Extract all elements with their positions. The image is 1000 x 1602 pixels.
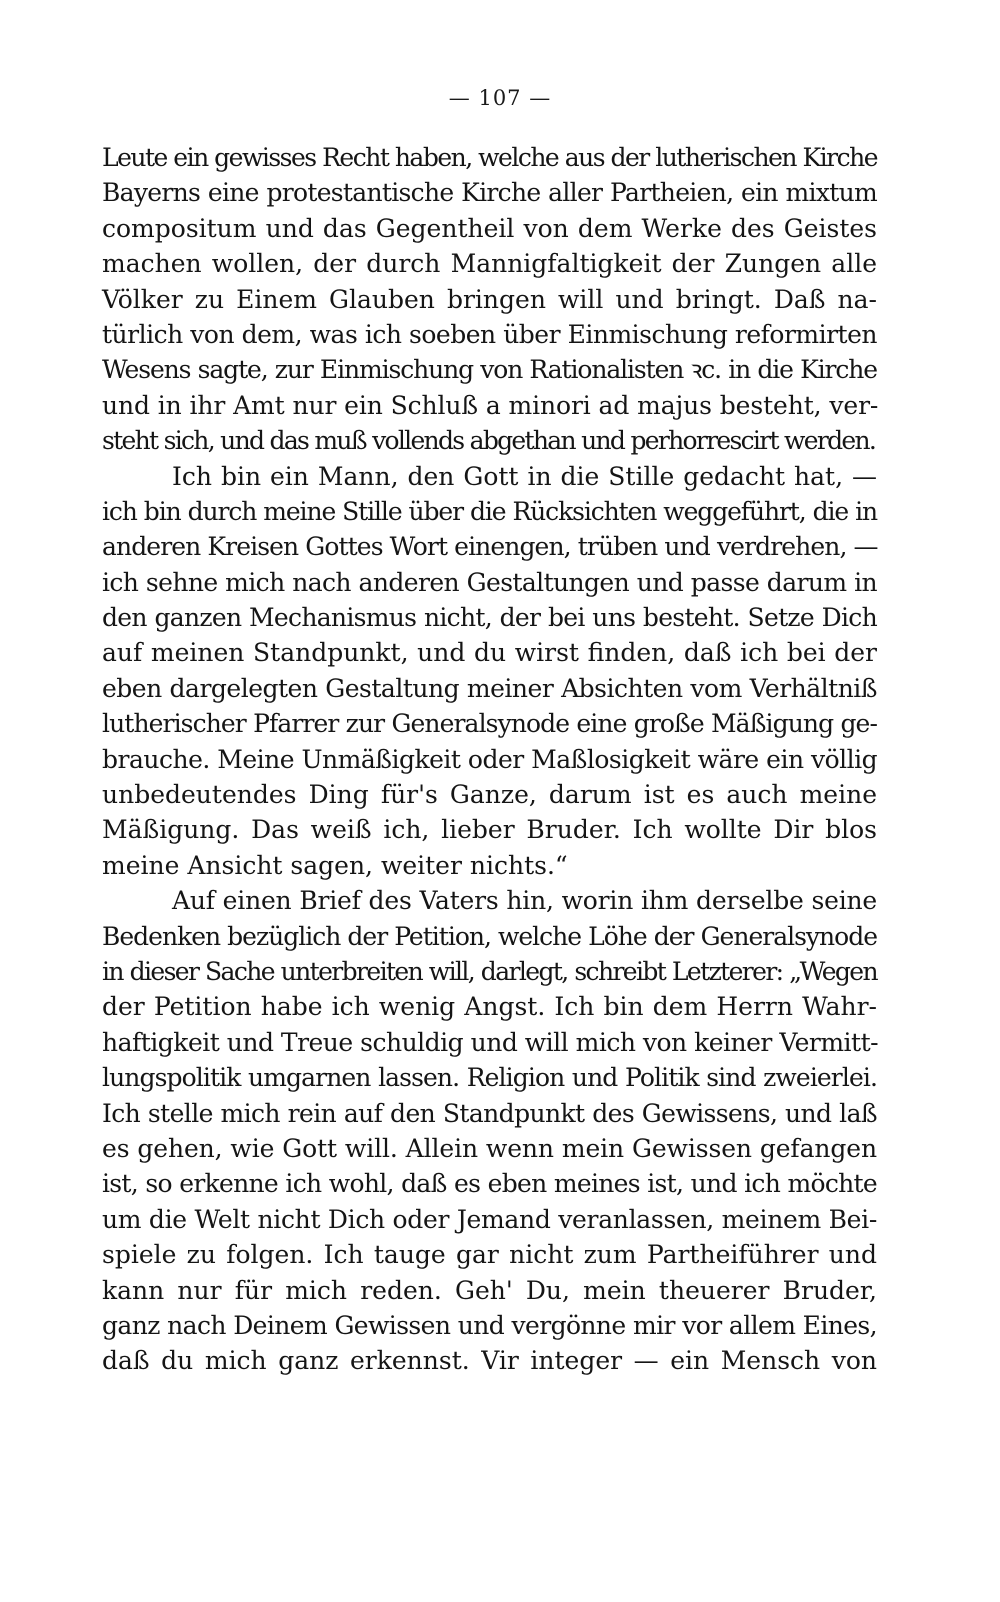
text-line: ich sehne mich nach anderen Gestaltungen und passe darum in <box>102 567 877 597</box>
text-line: ganz nach Deinem Gewissen und vergönne mir vor allem Eines, <box>102 1310 877 1340</box>
paragraph-1 <box>102 140 877 459</box>
text-line: Völker zu Einem Glauben bringen will und bringt. Daß na- <box>102 284 877 314</box>
text-line: auf meinen Standpunkt, und du wirst finden, daß ich bei der <box>102 638 877 668</box>
text-line: und in ihr Amt nur ein Schluß a minori ad majus besteht, ver- <box>102 390 879 420</box>
text-line: um die Welt nicht Dich oder Jemand veranlassen, meinem Bei- <box>102 1204 877 1234</box>
text-line: meine Ansicht sagen, weiter nichts.“ <box>102 850 568 880</box>
text-line: lutherischer Pfarrer zur Generalsynode eine große Mäßigung ge- <box>102 709 877 739</box>
text-line: Mäßigung. Das weiß ich, lieber Bruder. Ich wollte Dir blos <box>102 815 877 845</box>
text-line: ich bin durch meine Stille über die Rücksichten weggeführt, die in <box>102 496 877 526</box>
text-line: Wesens sagte, zur Einmischung von Rationalisten ꝛc. in die Kirche <box>102 355 877 385</box>
text-line: es gehen, wie Gott will. Allein wenn mein Gewissen gefangen <box>102 1133 877 1163</box>
text-line: eben dargelegten Gestaltung meiner Absichten vom Verhältniß <box>102 673 877 703</box>
text-line: den ganzen Mechanismus nicht, der bei uns besteht. Setze Dich <box>102 603 877 633</box>
page-number: — 107 — <box>448 86 552 110</box>
paragraph-2 <box>102 459 877 884</box>
text-line: Bedenken bezüglich der Petition, welche Löhe der Generalsynode <box>102 921 877 951</box>
text-line: spiele zu folgen. Ich tauge gar nicht zum Partheiführer und <box>102 1240 877 1270</box>
text-line: anderen Kreisen Gottes Wort einengen, trüben und verdrehen, — <box>102 532 878 562</box>
text-line: in dieser Sache unterbreiten will, darlegt, schreibt Letzterer: „Wegen <box>102 956 877 986</box>
text-line: steht sich, und das muß vollends abgethan und perhorrescirt werden. <box>102 426 876 456</box>
text-line: türlich von dem, was ich soeben über Einmischung reformirten <box>102 319 877 349</box>
text-line: haftigkeit und Treue schuldig und will mich von keiner Vermitt- <box>102 1027 879 1057</box>
text-line: lungspolitik umgarnen lassen. Religion und Politik sind zweierlei. <box>102 1063 877 1093</box>
text-line: der Petition habe ich wenig Angst. Ich bin dem Herrn Wahr- <box>102 992 877 1022</box>
text-line: compositum und das Gegentheil von dem Werke des Geistes <box>102 213 877 243</box>
text-line: Ich stelle mich rein auf den Standpunkt des Gewissens, und laß <box>102 1098 877 1128</box>
text-line: unbedeutendes Ding für's Ganze, darum ist es auch meine <box>102 780 877 810</box>
text-line: Bayerns eine protestantische Kirche aller Partheien, ein mixtum <box>102 178 877 208</box>
body-text <box>102 140 877 1379</box>
text-line: kann nur für mich reden. Geh' Du, mein theuerer Bruder, <box>102 1275 877 1305</box>
text-line: Leute ein gewisses Recht haben, welche aus der lutherischen Kirche <box>102 143 877 172</box>
text-line: ist, so erkenne ich wohl, daß es eben meines ist, und ich möchte <box>102 1169 877 1199</box>
paragraph-3 <box>102 883 877 1378</box>
text-line: Auf einen Brief des Vaters hin, worin ihm derselbe seine <box>172 886 877 916</box>
text-line: daß du mich ganz erkennst. Vir integer — ein Mensch von <box>102 1346 877 1376</box>
text-line: brauche. Meine Unmäßigkeit oder Maßlosigkeit wäre ein völlig <box>102 744 878 774</box>
text-line: machen wollen, der durch Mannigfaltigkeit der Zungen alle <box>102 249 877 279</box>
text-line: Ich bin ein Mann, den Gott in die Stille gedacht hat, — <box>172 461 877 491</box>
